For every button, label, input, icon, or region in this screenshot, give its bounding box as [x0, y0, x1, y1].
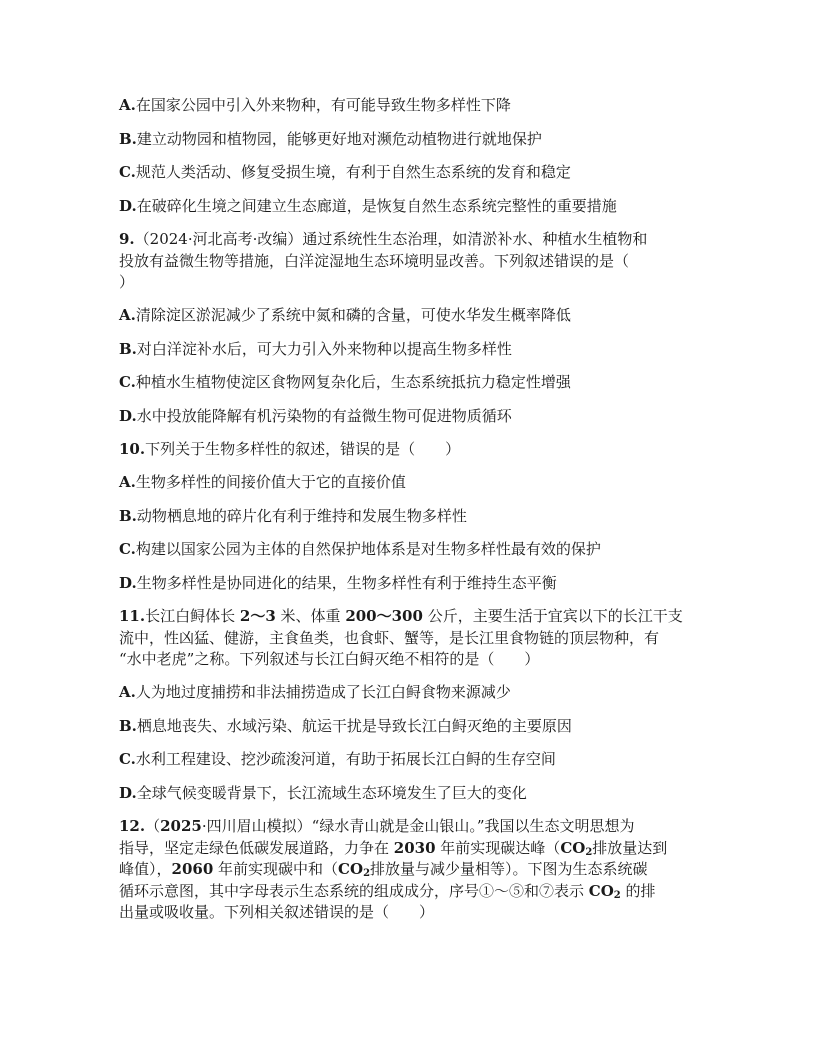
stem-text: 下列关于生物多样性的叙述，错误的是（ ） — [145, 440, 461, 458]
option-label: A. — [119, 683, 136, 701]
q9-stem-line-3: ） — [119, 273, 135, 291]
option-text: 在国家公园中引入外来物种，有可能导致生物多样性下降 — [135, 96, 511, 114]
question-11 — [119, 607, 699, 669]
question-11-options — [119, 683, 699, 803]
option-label: D. — [119, 783, 137, 802]
option-label: D. — [119, 573, 137, 592]
option-label: C. — [119, 540, 136, 558]
question-10 — [119, 440, 699, 459]
stem-text: 的排 — [620, 881, 656, 900]
q10-option-c — [119, 540, 699, 559]
option-text: 对白洋淀补水后，可大力引入外来物种以提高生物多样性 — [136, 339, 512, 358]
question-number: 12. — [119, 817, 146, 835]
q8-option-a — [119, 96, 699, 115]
stem-text: “绿水青山就是金山银山。”我国以生态文明思想为 — [311, 817, 635, 835]
formula-text: CO — [588, 881, 614, 900]
q12-stem-line-3 — [119, 860, 699, 879]
option-label: B. — [119, 716, 137, 735]
option-text: 构建以国家公园为主体的自然保护地体系是对生物多样性最有效的保护 — [135, 540, 601, 558]
option-label: A. — [119, 473, 136, 491]
question-number: 10. — [119, 440, 146, 458]
question-10-options — [119, 473, 699, 593]
q10-option-a — [119, 473, 699, 492]
stem-text: 通过系统性生态治理，如清淤补水、种植水生植物和 — [302, 230, 648, 248]
option-text: 种植水生植物使淀区食物网复杂化后，生态系统抵抗力稳定性增强 — [135, 373, 571, 391]
formula-subscript: 2 — [585, 846, 593, 858]
stem-text: 年前实现碳达峰（ — [435, 838, 561, 857]
option-label: B. — [119, 129, 137, 148]
stem-text: 峰值）， — [119, 860, 172, 878]
formula-text: CO — [560, 838, 586, 857]
stem-text: 指导，坚定走绿色低碳发展道路，力争在 — [119, 838, 394, 857]
option-label: C. — [119, 163, 136, 181]
q9-stem-line-1 — [119, 230, 699, 249]
question-source: ·四川眉山模拟） — [201, 817, 312, 835]
option-text: 栖息地丧失、水域污染、航运干扰是导致长江白鲟灭绝的主要原因 — [136, 716, 572, 735]
option-label: D. — [119, 196, 137, 215]
stem-number: 2030 — [393, 838, 436, 857]
q12-stem-line-1 — [119, 817, 699, 836]
stem-text: 排放量达到 — [592, 838, 668, 857]
formula-co2 — [338, 860, 370, 878]
stem-text: 年前实现碳中和（ — [213, 860, 339, 878]
q9-option-a — [119, 306, 699, 325]
q12-stem-line-4 — [119, 882, 699, 901]
question-number: 11. — [119, 607, 146, 625]
worksheet-page — [119, 96, 699, 936]
source-year: 2025 — [160, 817, 202, 835]
option-label: A. — [119, 306, 136, 324]
stem-number: 200～300 — [345, 607, 423, 625]
option-text: 清除淀区淤泥减少了系统中氮和磷的含量，可使水华发生概率降低 — [135, 306, 571, 324]
stem-text: 米、体重 — [275, 607, 346, 625]
question-source: （ — [145, 817, 161, 835]
option-text: 水中投放能降解有机污染物的有益微生物可促进物质循环 — [136, 406, 512, 425]
q11-option-b — [119, 717, 699, 736]
q12-stem-line-5: 出量或吸收量。下列相关叙述错误的是（ ） — [119, 903, 435, 921]
q9-option-c — [119, 373, 699, 392]
option-text: 人为地过度捕捞和非法捕捞造成了长江白鲟食物来源减少 — [135, 683, 511, 701]
q8-option-b — [119, 130, 699, 149]
option-text: 规范人类活动、修复受损生境，有利于自然生态系统的发育和稳定 — [135, 163, 571, 181]
q10-stem — [119, 440, 699, 459]
question-source: （2024·河北高考·改编） — [134, 230, 303, 248]
option-text: 生物多样性是协同进化的结果，生物多样性有利于维持生态平衡 — [136, 573, 557, 592]
q8-option-c — [119, 163, 699, 182]
option-text: 建立动物园和植物园，能够更好地对濒危动植物进行就地保护 — [136, 129, 542, 148]
q11-option-d — [119, 784, 699, 803]
stem-text: 长江白鲟体长 — [145, 607, 240, 625]
q9-option-b — [119, 340, 699, 359]
formula-co2 — [560, 839, 592, 857]
q9-stem-line-2: 投放有益微生物等措施，白洋淀湿地生态环境明显改善。下列叙述错误的是（ — [119, 251, 630, 270]
question-9 — [119, 230, 699, 292]
q11-option-a — [119, 683, 699, 702]
option-label: D. — [119, 406, 137, 425]
option-text: 生物多样性的间接价值大于它的直接价值 — [135, 473, 406, 491]
stem-number: 2～3 — [239, 607, 276, 625]
q11-stem-line-3: “水中老虎”之称。下列叙述与长江白鲟灭绝不相符的是（ ） — [119, 650, 540, 668]
question-8-options — [119, 96, 699, 216]
option-label: B. — [119, 339, 137, 358]
option-text: 水利工程建设、挖沙疏浚河道，有助于拓展长江白鲟的生存空间 — [135, 750, 556, 768]
stem-text: 排放量与减少量相等）。下图为生态系统碳 — [370, 860, 648, 878]
question-9-options — [119, 306, 699, 426]
stem-text: 公斤，主要生活于宜宾以下的长江干支 — [422, 607, 683, 625]
stem-text: 循环示意图，其中字母表示生态系统的组成成分，序号①～⑤和⑦表示 — [119, 881, 589, 900]
option-label: C. — [119, 373, 136, 391]
question-12 — [119, 817, 699, 922]
formula-text: CO — [338, 860, 364, 878]
formula-subscript: 2 — [363, 868, 371, 879]
stem-number: 2060 — [171, 860, 214, 878]
q10-option-d — [119, 574, 699, 593]
q9-option-d — [119, 407, 699, 426]
q11-stem-line-1 — [119, 607, 699, 626]
option-text: 动物栖息地的碎片化有利于维持和发展生物多样性 — [136, 506, 467, 525]
option-text: 全球气候变暖背景下，长江流域生态环境发生了巨大的变化 — [136, 783, 527, 802]
q11-option-c — [119, 750, 699, 769]
q10-option-b — [119, 507, 699, 526]
option-label: B. — [119, 506, 137, 525]
option-text: 在破碎化生境之间建立生态廊道，是恢复自然生态系统完整性的重要措施 — [136, 196, 617, 215]
q11-stem-line-2: 流中，性凶猛、健游，主食鱼类，也食虾、蟹等，是长江里食物链的顶层物种，有 — [119, 628, 660, 647]
option-label: C. — [119, 750, 136, 768]
question-number: 9. — [119, 230, 135, 248]
formula-subscript: 2 — [613, 889, 621, 901]
option-label: A. — [119, 96, 136, 114]
formula-co2 — [589, 882, 621, 900]
q12-stem-line-2 — [119, 839, 699, 858]
q8-option-d — [119, 197, 699, 216]
